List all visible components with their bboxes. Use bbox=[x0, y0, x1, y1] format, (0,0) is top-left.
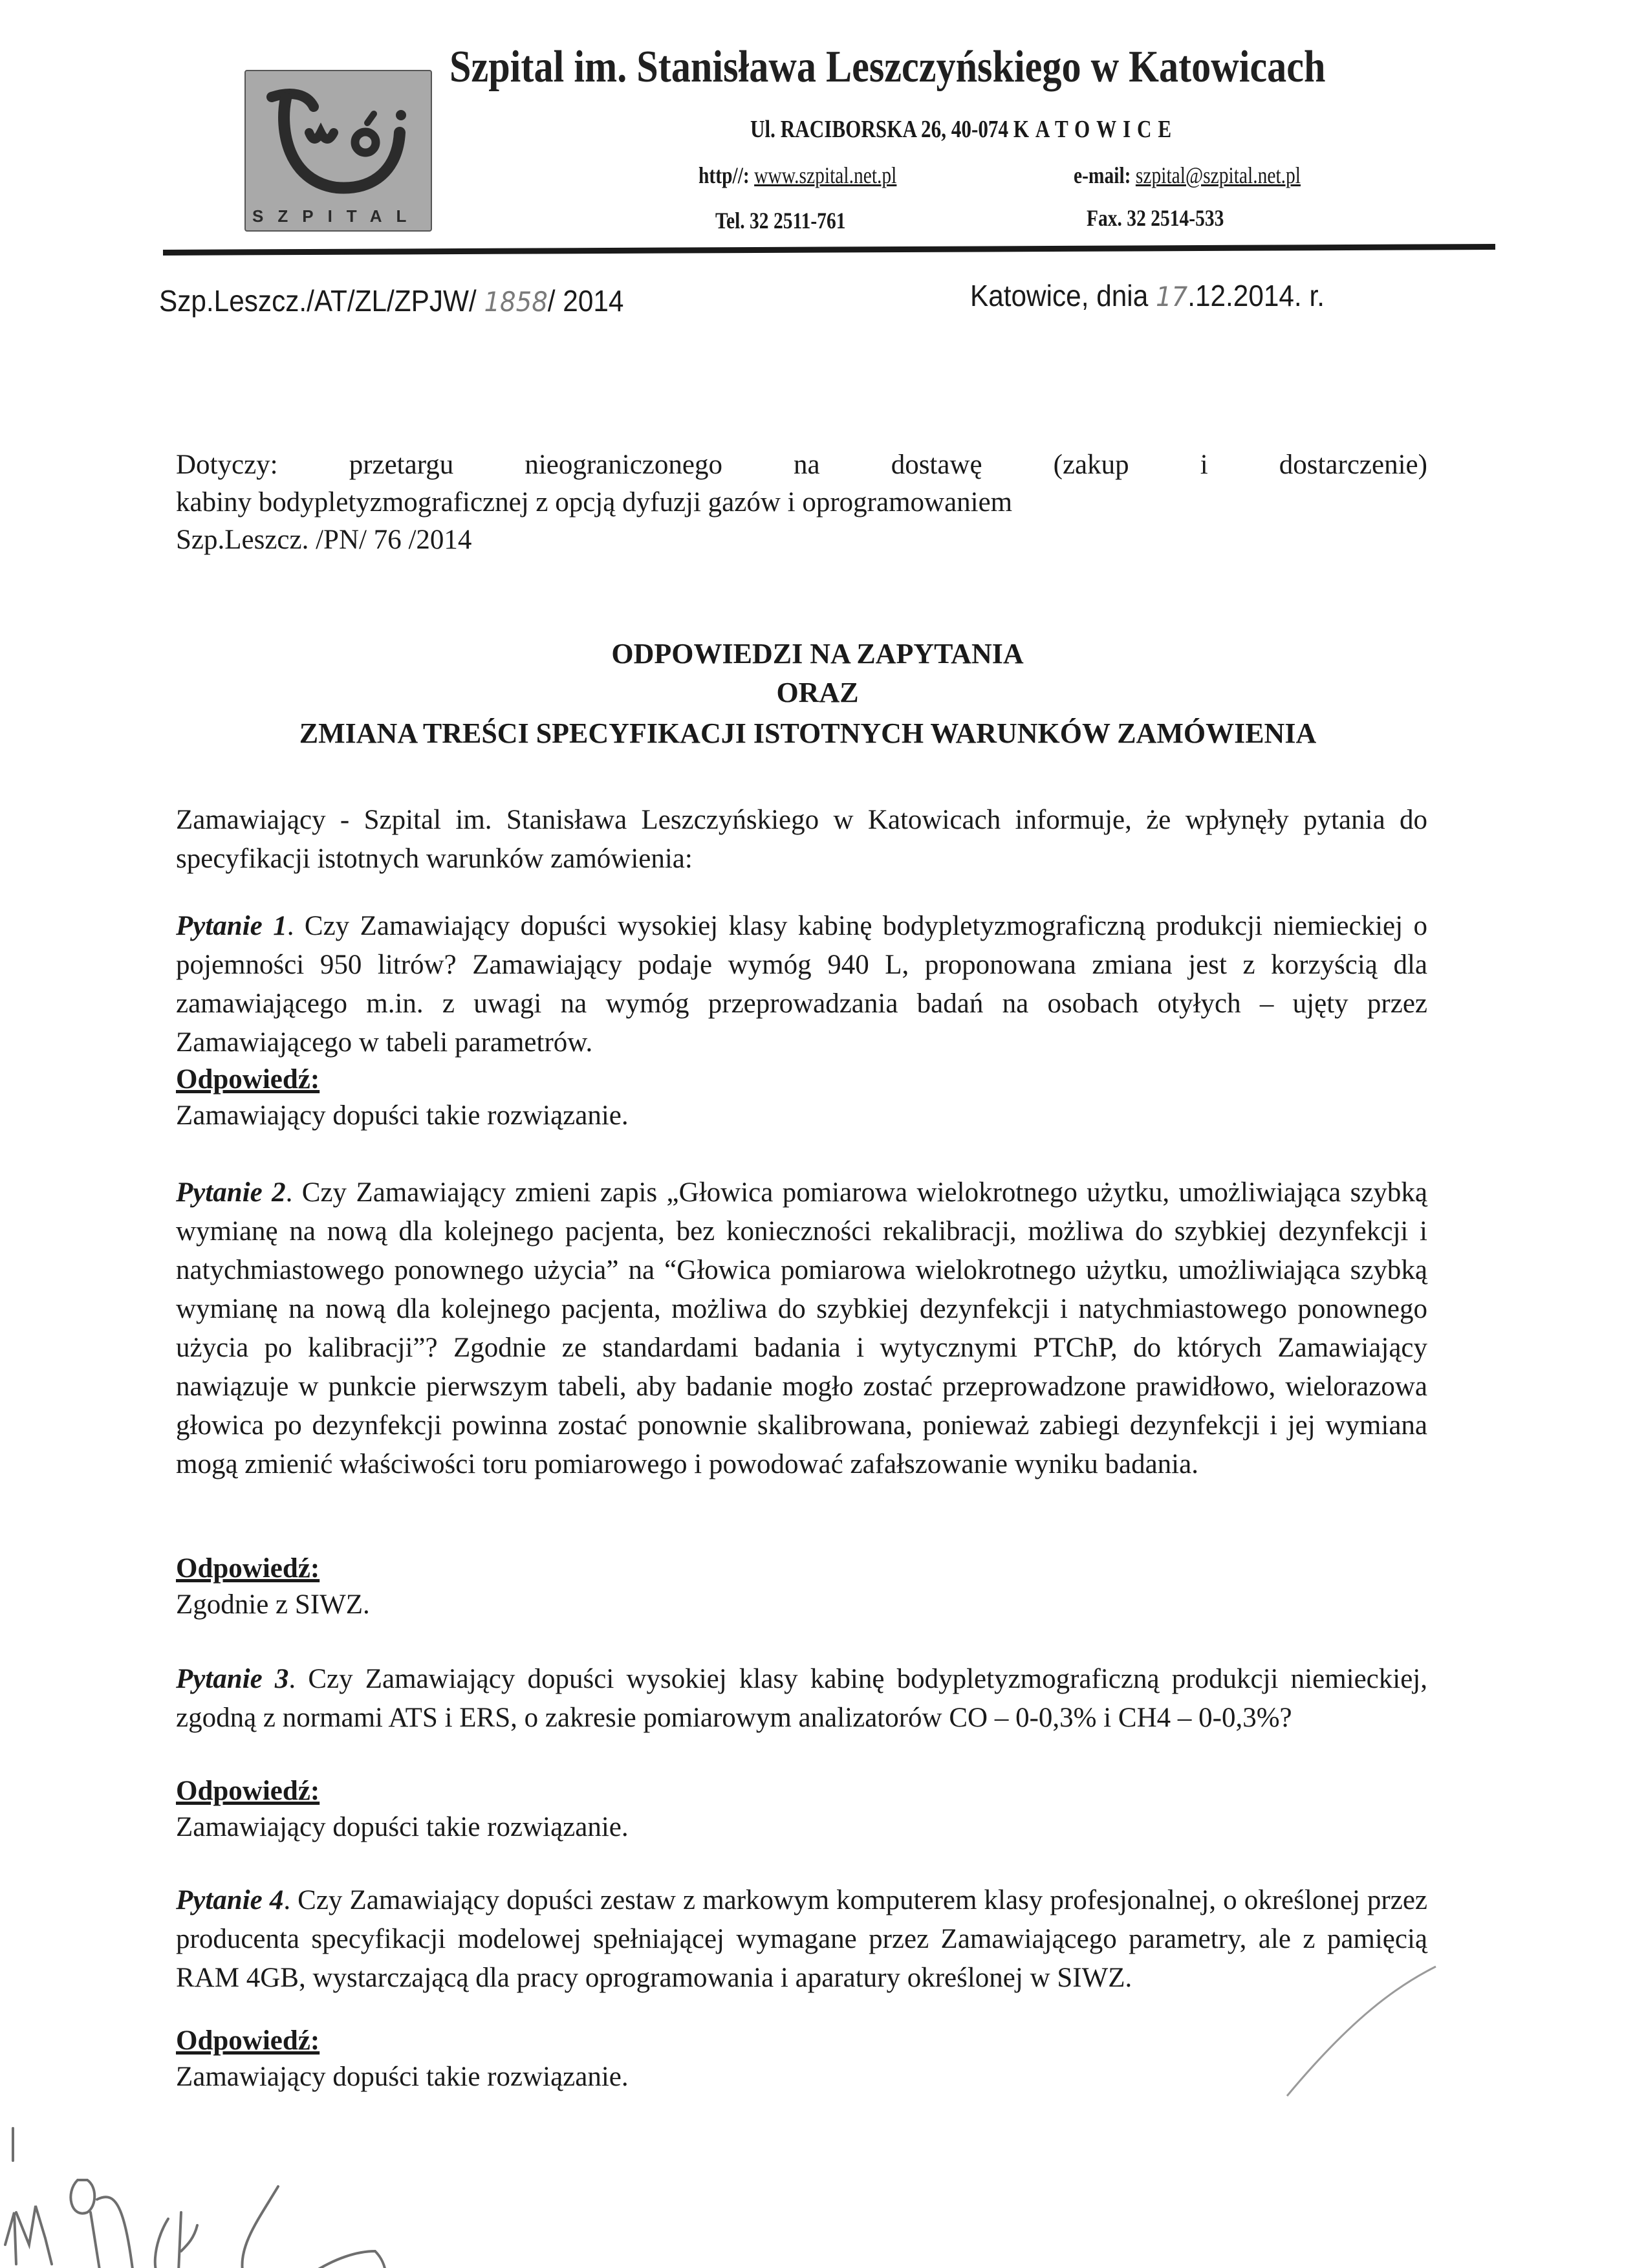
pen-stroke-mark bbox=[1255, 1960, 1449, 2109]
date-prefix: Katowice, dnia bbox=[970, 279, 1149, 312]
question-label: Pytanie 1 bbox=[176, 911, 287, 941]
hospital-logo bbox=[244, 70, 432, 232]
address-city: KATOWICE bbox=[1013, 116, 1178, 143]
subject-word: dostarczenie) bbox=[1279, 450, 1427, 480]
subject-word: dostawę bbox=[891, 450, 982, 480]
hospital-name: Szpital im. Stanisława Leszczyńskiego w Katowicach bbox=[449, 42, 1326, 92]
answer-label: Odpowiedź: bbox=[176, 1776, 320, 1806]
question-3 bbox=[176, 1660, 1427, 1738]
subject-word: (zakup bbox=[1053, 450, 1129, 480]
reference-number bbox=[159, 283, 623, 318]
heading-and: ORAZ bbox=[776, 677, 859, 708]
handwritten-day: 17 bbox=[1156, 281, 1188, 312]
question-text: . Czy Zamawiający dopuści zestaw z markowym komputerem klasy profesjonalnej, o określonej przez producenta specyfikacji modelowej spełniającej wymagane przez Zamawiającego parametry, ale z pamięcią RAM 4GB, wystarczającą dla pracy oprogramowania i aparatury określonej w SIWZ. bbox=[176, 1885, 1427, 1993]
handwritten-number: 1858 bbox=[484, 286, 548, 318]
answer-text: Zamawiający dopuści takie rozwiązanie. bbox=[176, 2062, 629, 2092]
question-label: Pytanie 3 bbox=[176, 1664, 289, 1694]
website-link[interactable]: www.szpital.net.pl bbox=[754, 162, 897, 188]
logo-caption: SZPITAL bbox=[252, 206, 421, 226]
subject-line-2: kabiny bodypletyzmograficznej z opcją dyfuzji gazów i oprogramowaniem bbox=[176, 487, 1013, 518]
question-1 bbox=[176, 907, 1427, 1062]
subject-line-1 bbox=[176, 446, 1427, 484]
subject-word: Dotyczy: bbox=[176, 450, 278, 480]
address-street: Ul. RACIBORSKA 26, 40-074 bbox=[750, 116, 1009, 143]
question-2 bbox=[176, 1173, 1427, 1484]
answer-label: Odpowiedź: bbox=[176, 2025, 320, 2056]
reference-prefix: Szp.Leszcz./AT/ZL/ZPJW/ bbox=[159, 284, 477, 318]
subject-word: i bbox=[1200, 450, 1208, 480]
question-text: . Czy Zamawiający zmieni zapis „Głowica pomiarowa wielokrotnego użytku, umożliwiająca szybką wymianę na nową dla kolejnego pacjenta, bez konieczności rekalibracji, możliwa do szybkiej dezynfekcji i natychmiastowego ponownego użycia” na “Głowica pomiarowa wielokrotnego użytku, umożliwiająca szybką wymianę na nową dla kolejnego pacjenta, możliwa do szybkiej dezynfekcji i natychmiastowego ponownego użycia po kalibracji”? Zgodnie ze standardami badania i wytycznymi PTChP, do których Zamawiający nawiązuje w punkcie pierwszym tabeli, aby badanie mogło zostać przeprowadzone prawidłowo, wielorazowa głowica po dezynfekcji powinna zostać ponownie skalibrowana, ponieważ zabiegi dezynfekcji i jej wymiana mogą zmienić właściwości toru pomiarowego i powodować zafałszowanie wyniku badania. bbox=[176, 1177, 1427, 1479]
question-label: Pytanie 4 bbox=[176, 1885, 284, 1915]
question-4 bbox=[176, 1881, 1427, 1998]
subject-word: przetargu bbox=[349, 450, 454, 480]
answer-text: Zamawiający dopuści takie rozwiązanie. bbox=[176, 1812, 629, 1842]
answer-text: Zgodnie z SIWZ. bbox=[176, 1589, 370, 1620]
website-line bbox=[698, 162, 896, 189]
subject-word: nieograniczonego bbox=[525, 450, 722, 480]
document-date bbox=[970, 278, 1325, 313]
email-label: e-mail: bbox=[1074, 162, 1131, 188]
heading-siwz-change: ZMIANA TREŚCI SPECYFIKACJI ISTOTNYCH WARUNKÓW ZAMÓWIENIA bbox=[299, 717, 1317, 749]
intro-paragraph: Zamawiający - Szpital im. Stanisława Leszczyńskiego w Katowicach informuje, że wpłynęły pytania do specyfikacji istotnych warunków zamówienia: bbox=[176, 805, 1427, 874]
answer-label: Odpowiedź: bbox=[176, 1064, 320, 1095]
date-suffix: .12.2014. r. bbox=[1187, 279, 1325, 312]
answer-text: Zamawiający dopuści takie rozwiązanie. bbox=[176, 1100, 629, 1131]
question-label: Pytanie 2 bbox=[176, 1177, 286, 1208]
email-line bbox=[1074, 162, 1301, 189]
subject-word: na bbox=[794, 450, 820, 480]
hospital-address bbox=[750, 115, 1178, 144]
heading-answers: ODPOWIEDZI NA ZAPYTANIA bbox=[611, 638, 1024, 670]
subject-block bbox=[176, 446, 1427, 559]
question-text: . Czy Zamawiający dopuści wysokiej klasy kabinę bodypletyzmograficzną produkcji niemieckiej, zgodną z normami ATS i ERS, o zakresie pomiarowym analizatorów CO – 0-0,3% i CH4 – 0-0,3%? bbox=[176, 1664, 1427, 1733]
subject-line-3: Szp.Leszcz. /PN/ 76 /2014 bbox=[176, 525, 472, 555]
reference-suffix: / 2014 bbox=[547, 284, 624, 318]
website-label: http//: bbox=[698, 162, 750, 188]
question-text: . Czy Zamawiający dopuści wysokiej klasy kabinę bodypletyzmograficzną produkcji niemieckiej o pojemności 950 litrów? Zamawiający podaje wymóg 940 L, proponowana zmiana jest z korzyścią dla zamawiającego m.in. z uwagi na wymóg przeprowadzania badań na osobach otyłych – ujęty przez Zamawiającego w tabeli parametrów. bbox=[176, 911, 1427, 1058]
header-divider bbox=[163, 244, 1495, 256]
email-link[interactable]: szpital@szpital.net.pl bbox=[1135, 162, 1301, 188]
fax-number: Fax. 32 2514-533 bbox=[1087, 205, 1224, 231]
phone-number: Tel. 32 2511-761 bbox=[715, 208, 846, 234]
answer-label: Odpowiedź: bbox=[176, 1553, 320, 1584]
handwritten-signature bbox=[0, 2115, 453, 2268]
